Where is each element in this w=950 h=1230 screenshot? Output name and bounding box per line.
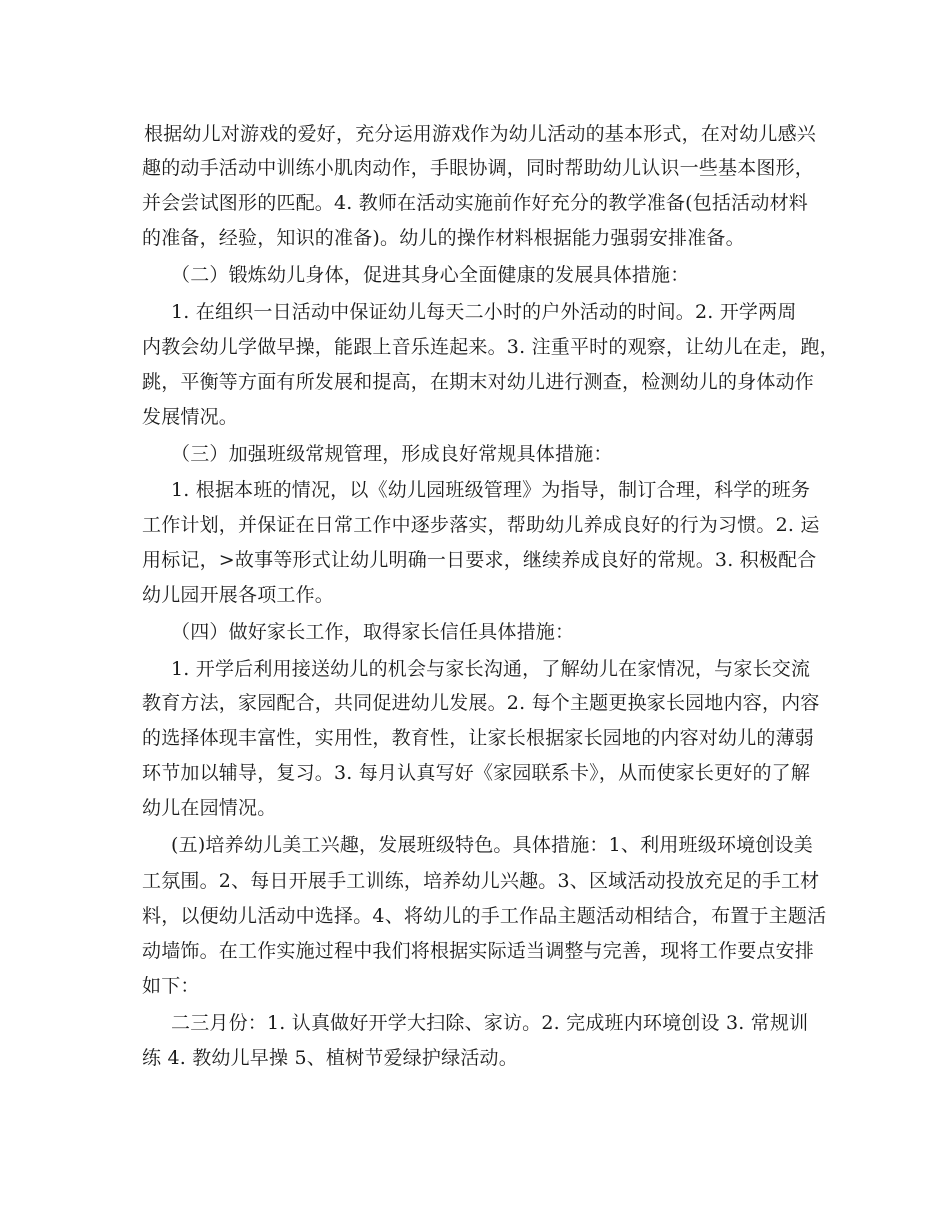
text-line: 的选择体现丰富性，实用性，教育性，让家长根据家长园地的内容对幼儿的薄弱 — [142, 727, 815, 749]
text-line: 用标记，>故事等形式让幼儿明确一日要求，继续养成良好的常规。3. 积极配合 — [142, 549, 817, 571]
text-line: 环节加以辅导，复习。3. 每月认真写好《家园联系卡》，从而使家长更好的了解 — [142, 762, 811, 784]
text-line: 动墙饰。在工作实施过程中我们将根据实际适当调整与完善，现将工作要点安排 — [142, 940, 815, 962]
text-line: 并会尝试图形的匹配。4. 教师在活动实施前作好充分的教学准备(包括活动材料 — [142, 192, 808, 214]
text-line: 幼儿园开展各项工作。 — [142, 584, 335, 606]
text-line: 工作计划，并保证在日常工作中逐步落实，帮助幼儿养成良好的行为习惯。2. 运 — [142, 514, 820, 536]
text-line: 1. 开学后利用接送幼儿的机会与家长沟通，了解幼儿在家情况，与家长交流 — [171, 658, 811, 680]
section-heading: （三）加强班级常规管理，形成良好常规具体措施： — [171, 443, 613, 465]
text-line: 料，以便幼儿活动中选择。4、将幼儿的手工作品主题活动相结合，布置于主题活 — [142, 905, 827, 927]
text-line: 1. 在组织一日活动中保证幼儿每天二小时的户外活动的时间。2. 开学两周 — [171, 301, 797, 323]
text-line: 的准备，经验，知识的准备)。幼儿的操作材料根据能力强弱安排准备。 — [142, 227, 745, 249]
text-line: 发展情况。 — [142, 406, 239, 428]
text-line: 根据幼儿对游戏的爱好，充分运用游戏作为幼儿活动的基本形式，在对幼儿感兴 — [144, 123, 817, 145]
text-line: 工氛围。2、每日开展手工训练，培养幼儿兴趣。3、区域活动投放充足的手工材 — [142, 870, 820, 892]
section-heading: （四）做好家长工作，取得家长信任具体措施： — [171, 621, 575, 643]
text-line: 如下： — [142, 975, 200, 997]
text-line: 二三月份：1. 认真做好开学大扫除、家访。2. 完成班内环境创设 3. 常规训 — [171, 1012, 809, 1034]
text-line: 跳，平衡等方面有所发展和提高，在期末对幼儿进行测查，检测幼儿的身体动作 — [142, 371, 815, 393]
text-line: 1. 根据本班的情况，以《幼儿园班级管理》为指导，制订合理，科学的班务 — [171, 479, 811, 501]
text-line: 幼儿在园情况。 — [142, 797, 277, 819]
section-heading: （二）锻炼幼儿身体，促进其身心全面健康的发展具体措施： — [171, 264, 690, 286]
section-heading: (五)培养幼儿美工兴趣，发展班级特色。具体措施：1、利用班级环境创设美 — [171, 834, 813, 856]
text-line: 教育方法，家园配合，共同促进幼儿发展。2. 每个主题更换家长园地内容，内容 — [142, 692, 820, 714]
text-line: 内教会幼儿学做早操，能跟上音乐连起来。3. 注重平时的观察，让幼儿在走，跑， — [142, 336, 839, 358]
text-line: 趣的动手活动中训练小肌肉动作，手眼协调，同时帮助幼儿认识一些基本图形， — [142, 157, 815, 179]
text-line: 练 4. 教幼儿早操 5、植树节爱绿护绿活动。 — [142, 1047, 518, 1069]
